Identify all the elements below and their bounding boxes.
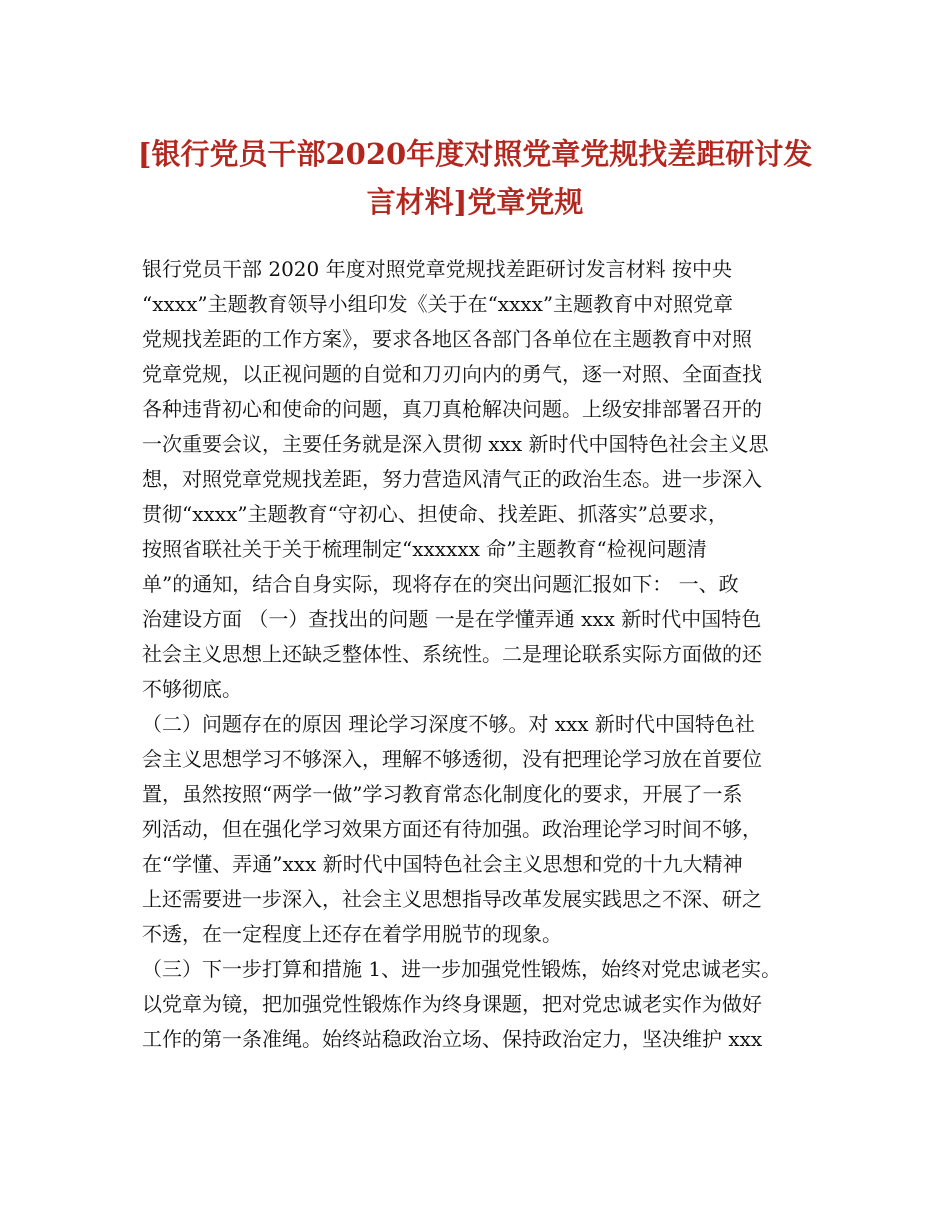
- body-line: 工作的第一条准绳。始终站稳政治立场、保持政治定力，坚决维护 xxx: [142, 1027, 763, 1051]
- body-line: 以党章为镜，把加强党性锻炼作为终身课题，把对党忠诚老实作为做好: [142, 992, 762, 1016]
- body-line: 上还需要进一步深入，社会主义思想指导改革发展实践思之不深、研之: [142, 887, 762, 911]
- body-line: 不够彻底。: [142, 677, 242, 701]
- body-line: 贯彻“xxxx”主题教育“守初心、担使命、找差距、抓落实”总要求，: [142, 502, 729, 526]
- body-line: “xxxx”主题教育领导小组印发《关于在“xxxx”主题教育中对照党章: [142, 292, 734, 316]
- document-body: [142, 252, 832, 1057]
- body-line: 列活动，但在强化学习效果方面还有待加强。政治理论学习时间不够，: [142, 817, 762, 841]
- body-line: 在“学懂、弄通”xxx 新时代中国特色社会主义思想和党的十九大精神: [142, 852, 743, 876]
- body-line: （二）问题存在的原因 理论学习深度不够。对 xxx 新时代中国特色社: [142, 712, 755, 736]
- body-line: 治建设方面 （一）查找出的问题 一是在学懂弄通 xxx 新时代中国特色: [142, 607, 762, 631]
- title-line: 言材料]党章党规: [366, 185, 584, 219]
- body-line: 按照省联社关于关于梳理制定“xxxxxx 命”主题教育“检视问题清: [142, 537, 707, 561]
- body-line: 党章党规，以正视问题的自觉和刀刃向内的勇气，逐一对照、全面查找: [142, 362, 762, 386]
- document-title: [100, 130, 850, 226]
- body-line: （三）下一步打算和措施 1、进一步加强党性锻炼，始终对党忠诚老实。: [142, 957, 782, 981]
- body-line: 社会主义思想上还缺乏整体性、系统性。二是理论联系实际方面做的还: [142, 642, 762, 666]
- body-line: 一次重要会议，主要任务就是深入贯彻 xxx 新时代中国特色社会主义思: [142, 432, 769, 456]
- title-line: [银行党员干部2020年度对照党章党规找差距研讨发: [137, 137, 813, 171]
- body-line: 置，虽然按照“两学一做”学习教育常态化制度化的要求，开展了一系: [142, 782, 743, 806]
- body-line: 单”的通知，结合自身实际，现将存在的突出问题汇报如下： 一、政: [142, 572, 739, 596]
- body-line: 会主义思想学习不够深入，理解不够透彻，没有把理论学习放在首要位: [142, 747, 762, 771]
- body-line: 银行党员干部 2020 年度对照党章党规找差距研讨发言材料 按中央: [142, 257, 732, 281]
- body-line: 想，对照党章党规找差距，努力营造风清气正的政治生态。进一步深入: [142, 467, 762, 491]
- body-line: 不透，在一定程度上还存在着学用脱节的现象。: [142, 922, 562, 946]
- body-line: 党规找差距的工作方案》，要求各地区各部门各单位在主题教育中对照: [142, 327, 752, 351]
- body-line: 各种违背初心和使命的问题，真刀真枪解决问题。上级安排部署召开的: [142, 397, 762, 421]
